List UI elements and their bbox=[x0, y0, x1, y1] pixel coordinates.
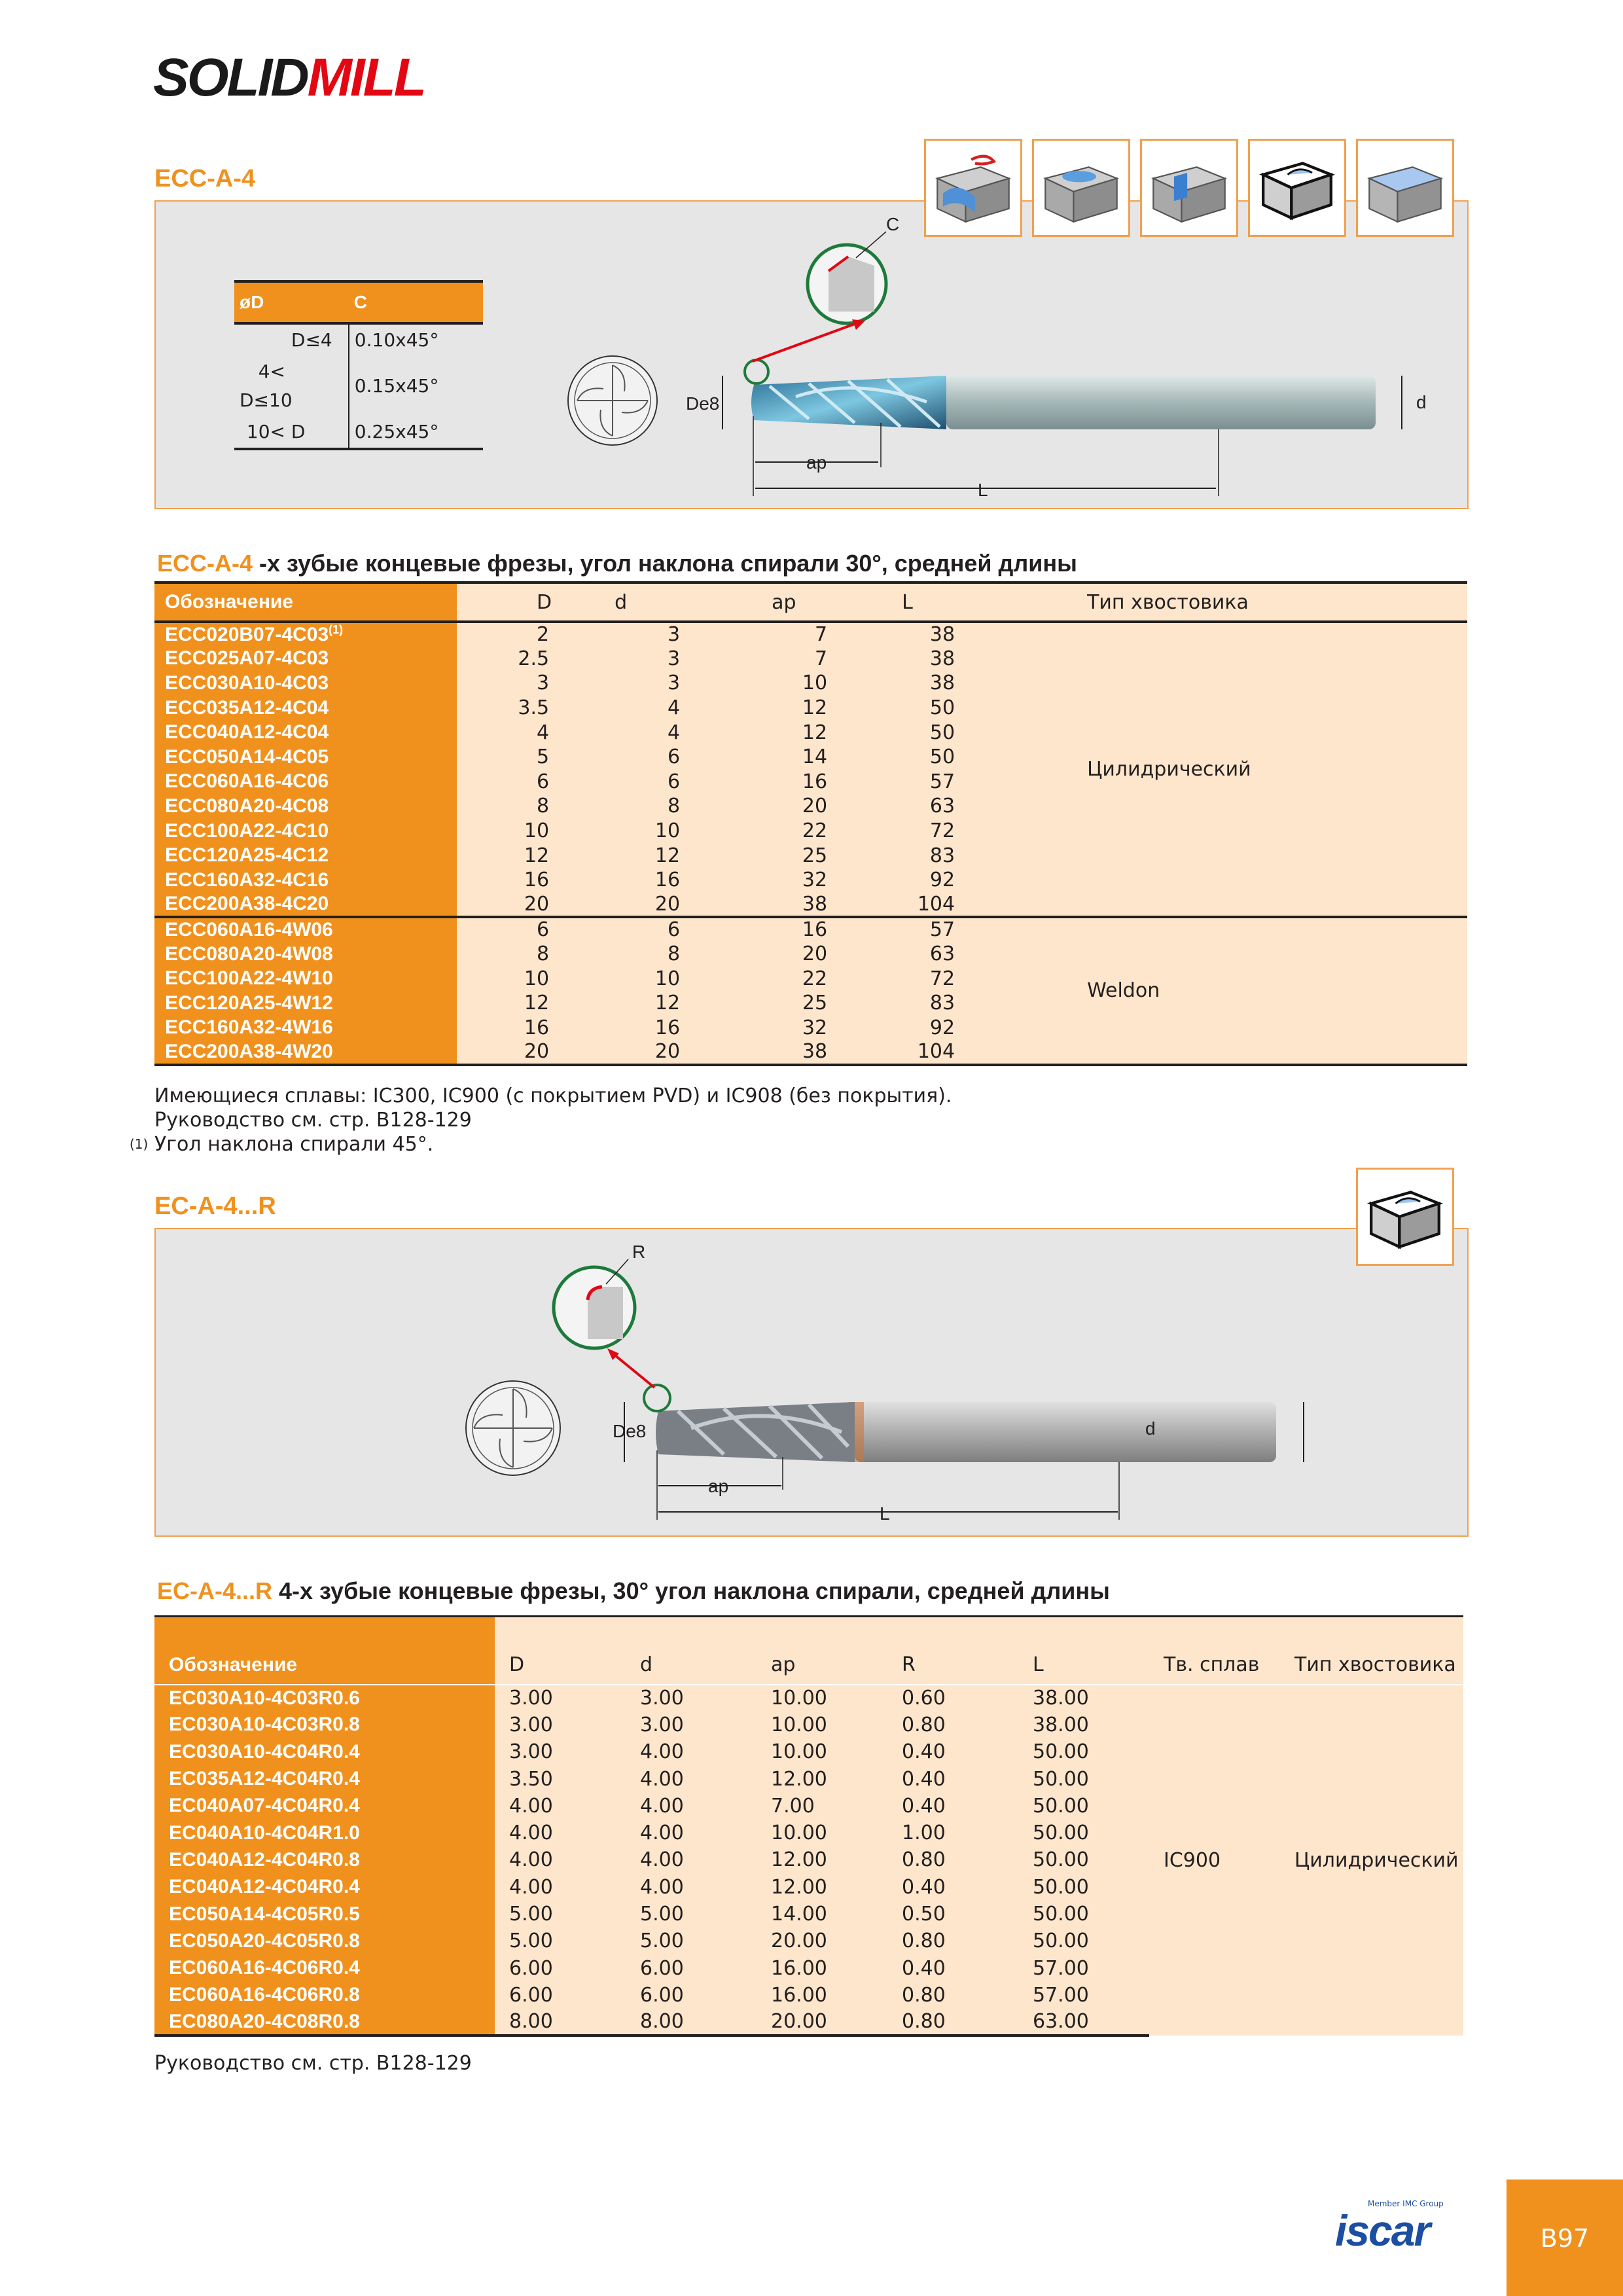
table-row: ECC060A16-4W06 6 6 16 57 Weldon bbox=[154, 917, 1467, 942]
col-D: D bbox=[457, 583, 562, 622]
guide-reference-note: Руководство см. стр. B128-129 bbox=[154, 1109, 472, 1132]
footnote-text: Угол наклона спирали 45°. bbox=[154, 1133, 434, 1156]
page-number: B97 bbox=[1540, 2224, 1590, 2253]
col-grade: Тв. сплав bbox=[1149, 1617, 1280, 1685]
chamfer-row: 4< D≤10 0.15x45° bbox=[234, 356, 483, 416]
length-dim-label: L bbox=[978, 480, 988, 500]
col-D: D bbox=[495, 1617, 626, 1685]
table-row: EC040A12-4C04R0.4 4.00 4.00 12.00 0.40 50.00 bbox=[154, 1874, 1463, 1901]
table-row: EC050A20-4C05R0.8 5.00 5.00 20.00 0.80 50.00 bbox=[154, 1928, 1463, 1954]
col-d: d bbox=[626, 1617, 757, 1685]
available-grades-note: Имеющиеся сплавы: IC300, IC900 (с покрытием PVD) и IC908 (без покрытия). bbox=[154, 1085, 952, 1107]
end-view-icon bbox=[568, 356, 657, 445]
col-ap: ap bbox=[693, 583, 840, 622]
table-row: EC060A16-4C06R0.4 6.00 6.00 16.00 0.40 57.00 bbox=[154, 1954, 1463, 1981]
chamfer-row: D≤4 0.10x45° bbox=[234, 323, 483, 356]
table-row: ECC200A38-4C20 20 20 38 104 bbox=[154, 893, 1467, 918]
table-row: ECC080A20-4C08 8 8 20 63 bbox=[154, 794, 1467, 819]
radius-label: R bbox=[632, 1242, 646, 1262]
col-L: L bbox=[840, 583, 968, 622]
col-designation: Обозначение bbox=[154, 583, 457, 622]
cylindrical-shank-group bbox=[154, 622, 1467, 917]
ap-dim-label: ap bbox=[806, 452, 827, 473]
length-dim-label: L bbox=[880, 1503, 890, 1524]
shank-type-cylindrical: Цилидрический bbox=[968, 622, 1467, 917]
col-ap: ap bbox=[757, 1617, 887, 1685]
table-row: ECC025A07-4C03 2.5 3 7 38 bbox=[154, 647, 1467, 672]
table-row: EC040A12-4C04R0.8 4.00 4.00 12.00 0.80 50.00 bbox=[154, 1846, 1463, 1873]
table-row: EC030A10-4C04R0.4 3.00 4.00 10.00 0.40 50.00 bbox=[154, 1738, 1463, 1765]
section2-label: EC-A-4...R bbox=[154, 1193, 276, 1220]
table-row: ECC060A16-4C06 6 6 16 57 bbox=[154, 770, 1467, 795]
table-row: ECC035A12-4C04 3.5 4 12 50 bbox=[154, 696, 1467, 721]
de8-dim-label: De8 bbox=[613, 1421, 647, 1441]
chamfer-header-diameter: øD bbox=[234, 281, 349, 323]
table-row: ECC120A25-4W12 12 12 25 83 bbox=[154, 991, 1467, 1016]
table-row: EC030A10-4C03R0.6 3.00 3.00 10.00 0.60 38.00 IC900 Цилидрический bbox=[154, 1685, 1463, 1712]
table-row: ECC160A32-4C16 16 16 32 92 bbox=[154, 868, 1467, 893]
table-row: ECC040A12-4C04 4 4 12 50 bbox=[154, 720, 1467, 745]
grade-value: IC900 bbox=[1149, 1685, 1280, 2036]
table-row: EC030A10-4C03R0.8 3.00 3.00 10.00 0.80 38.00 bbox=[154, 1712, 1463, 1738]
solidmill-logo: SOLIDMILL bbox=[153, 48, 425, 107]
ap-dim-label: ap bbox=[708, 1476, 729, 1496]
table-row: ECC100A22-4C10 10 10 22 72 bbox=[154, 819, 1467, 844]
col-d: d bbox=[562, 583, 693, 622]
table-row: ECC080A20-4W08 8 8 20 63 bbox=[154, 942, 1467, 967]
ecc-product-table bbox=[154, 581, 1467, 1066]
table-row: ECC200A38-4W20 20 20 38 104 bbox=[154, 1040, 1467, 1065]
table-row: ECC120A25-4C12 12 12 25 83 bbox=[154, 843, 1467, 868]
shank-diameter-label: d bbox=[1416, 392, 1427, 412]
chamfer-row: 10< D 0.25x45° bbox=[234, 416, 483, 449]
col-designation: Обозначение bbox=[154, 1617, 495, 1685]
chamfer-header-c: C bbox=[349, 281, 483, 323]
col-L: L bbox=[1018, 1617, 1149, 1685]
col-R: R bbox=[887, 1617, 1018, 1685]
ec-radius-product-table bbox=[154, 1615, 1463, 2037]
table-row: ECC030A10-4C03 3 3 10 38 bbox=[154, 671, 1467, 696]
col-shank: Тип хвостовика bbox=[968, 583, 1467, 622]
ecc-end-mill-drawing bbox=[154, 200, 1469, 509]
guide-reference-note: Руководство см. стр. B128-129 bbox=[154, 2052, 472, 2075]
table-row: EC040A07-4C04R0.4 4.00 4.00 7.00 0.40 50.00 bbox=[154, 1793, 1463, 1820]
footnote-mark: (1) bbox=[130, 1136, 149, 1152]
table1-title: ECC-A-4 -х зубые концевые фрезы, угол наклона спирали 30°, средней длины bbox=[157, 550, 1077, 577]
brand-tagline: Member IMC Group bbox=[1368, 2199, 1444, 2208]
table-row: EC080A20-4C08R0.8 8.00 8.00 20.00 0.80 63.00 bbox=[154, 2009, 1463, 2036]
table-row: EC050A14-4C05R0.5 5.00 5.00 14.00 0.50 50.00 bbox=[154, 1901, 1463, 1928]
iscar-logo: iscar bbox=[1335, 2206, 1430, 2255]
col-shank: Тип хвостовика bbox=[1280, 1617, 1463, 1685]
shank-type-weldon: Weldon bbox=[968, 917, 1467, 1065]
chamfer-label: C bbox=[886, 214, 900, 234]
table-row: EC040A10-4C04R1.0 4.00 4.00 10.00 1.00 50.00 bbox=[154, 1820, 1463, 1846]
table2-title: EC-A-4...R 4-х зубые концевые фрезы, 30° угол наклона спирали, средней длины bbox=[157, 1577, 1110, 1604]
table-row: ECC160A32-4W16 16 16 32 92 bbox=[154, 1016, 1467, 1041]
shank-diameter-label: d bbox=[1145, 1418, 1156, 1439]
shank-type-value: Цилидрический bbox=[1280, 1685, 1463, 2036]
table-row: ECC050A14-4C05 5 6 14 50 bbox=[154, 745, 1467, 770]
table-row: ECC100A22-4W10 10 10 22 72 bbox=[154, 966, 1467, 991]
table-row: EC035A12-4C04R0.4 3.50 4.00 12.00 0.40 50.00 bbox=[154, 1765, 1463, 1792]
table-row: EC060A16-4C06R0.8 6.00 6.00 16.00 0.80 57.00 bbox=[154, 1982, 1463, 2009]
de8-dim-label: De8 bbox=[686, 393, 720, 414]
section1-label: ECC-A-4 bbox=[154, 165, 256, 192]
table-row: ECC020B07-4C03$^{(1)}$ 2 3 7 38 Цилидрический bbox=[154, 622, 1467, 647]
ec-radius-end-mill-drawing bbox=[154, 1228, 1469, 1537]
end-view-icon bbox=[466, 1381, 560, 1475]
weldon-shank-group bbox=[154, 917, 1467, 1065]
